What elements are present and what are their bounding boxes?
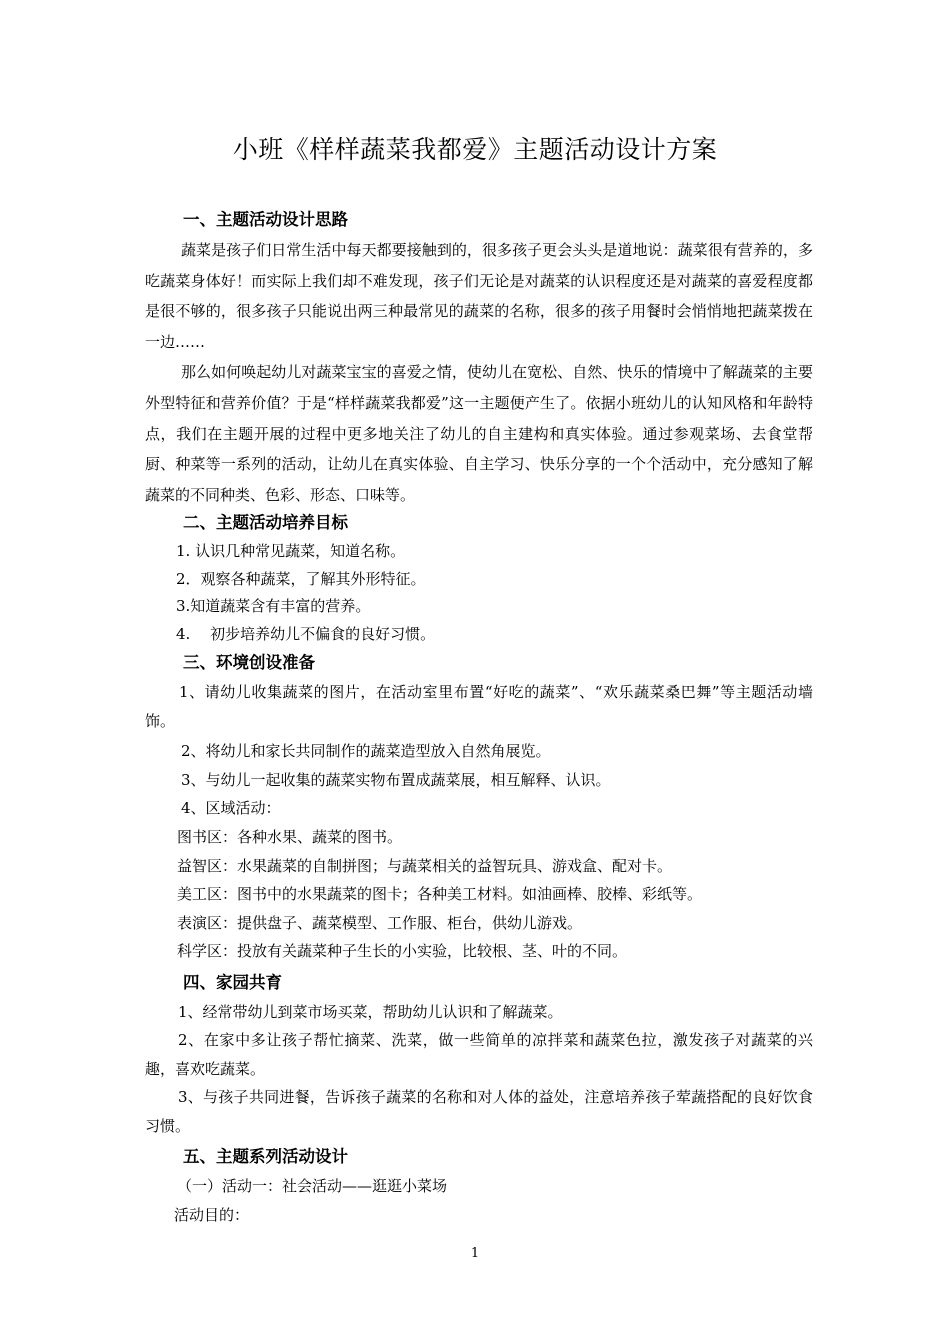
- environment-item: 3、与幼儿一起收集的蔬菜实物布置成蔬菜展，相互解释、认识。: [181, 771, 611, 790]
- goal-item: 4. 初步培养幼儿不偏食的良好习惯。: [176, 624, 436, 643]
- area-item: 表演区：提供盘子、蔬菜模型、工作服、柜台，供幼儿游戏。: [177, 913, 583, 932]
- goal-item: 3.知道蔬菜含有丰富的营养。: [176, 597, 371, 616]
- goal-item: 1. 认识几种常见蔬菜，知道名称。: [176, 542, 406, 561]
- section-heading-1: 一、主题活动设计思路: [183, 210, 348, 229]
- document-body: [145, 205, 813, 1229]
- paragraph: 3、与孩子共同进餐，告诉孩子蔬菜的名称和对人体的益处，注意培养孩子荤蔬搭配的良好饮食习惯。: [145, 1088, 813, 1135]
- home-item: 1、经常带幼儿到菜市场买菜，帮助幼儿认识和了解蔬菜。: [178, 1002, 563, 1021]
- goal-item: 2．观察各种蔬菜，了解其外形特征。: [176, 569, 426, 588]
- paragraph: 蔬菜是孩子们日常生活中每天都要接触到的，很多孩子更会头头是道地说：蔬菜很有营养的，多吃蔬菜身体好！而实际上我们却不难发现，孩子们无论是对蔬菜的认识程度还是对蔬菜的喜爱程度都是很不够的，很多孩子只能说出两三种最常见的蔬菜的名称，很多的孩子用餐时会悄悄地把蔬菜拨在一边……: [145, 241, 813, 351]
- paragraph: 1、请幼儿收集蔬菜的图片，在活动室里布置“好吃的蔬菜”、“欢乐蔬菜桑巴舞”等主题活动墙饰。: [145, 683, 813, 731]
- page-number: 1: [470, 1246, 480, 1261]
- section-heading-4: 四、家园共育: [183, 972, 282, 992]
- activity-goal-label: 活动目的：: [174, 1205, 250, 1224]
- section-heading-5: 五、主题系列活动设计: [183, 1147, 348, 1167]
- area-item: 美工区：图书中的水果蔬菜的图卡；各种美工材料。如油画棒、胶棒、彩纸等。: [177, 885, 703, 904]
- area-item: 图书区：各种水果、蔬菜的图书。: [177, 828, 403, 847]
- environment-item: 4、区域活动：: [181, 799, 281, 818]
- activity-subheading: （一）活动一：社会活动——逛逛小菜场: [177, 1177, 448, 1196]
- environment-item: 2、将幼儿和家长共同制作的蔬菜造型放入自然角展览。: [181, 742, 551, 761]
- paragraph: 2、在家中多让孩子帮忙摘菜、洗菜，做一些简单的凉拌菜和蔬菜色拉，激发孩子对蔬菜的兴趣，喜欢吃蔬菜。: [145, 1031, 813, 1078]
- section-heading-3: 三、环境创设准备: [183, 653, 315, 673]
- area-item: 科学区：投放有关蔬菜种子生长的小实验，比较根、茎、叶的不同。: [177, 942, 628, 961]
- page-title: 小班《样样蔬菜我都爱》主题活动设计方案: [232, 135, 718, 164]
- paragraph: 那么如何唤起幼儿对蔬菜宝宝的喜爱之情，使幼儿在宽松、自然、快乐的情境中了解蔬菜的主要外型特征和营养价值？于是“样样蔬菜我都爱”这一主题便产生了。依据小班幼儿的认知风格和年龄特点，我们在主题开展的过程中更多地关注了幼儿的自主建构和真实体验。通过参观菜场、去食堂帮厨、种菜等一系列的活动，让幼儿在真实体验、自主学习、快乐分享的一个个活动中，充分感知了解蔬菜的不同种类、色彩、形态、口味等。: [145, 363, 813, 504]
- area-item: 益智区：水果蔬菜的自制拼图；与蔬菜相关的益智玩具、游戏盒、配对卡。: [177, 856, 673, 875]
- section-heading-2: 二、主题活动培养目标: [183, 513, 348, 533]
